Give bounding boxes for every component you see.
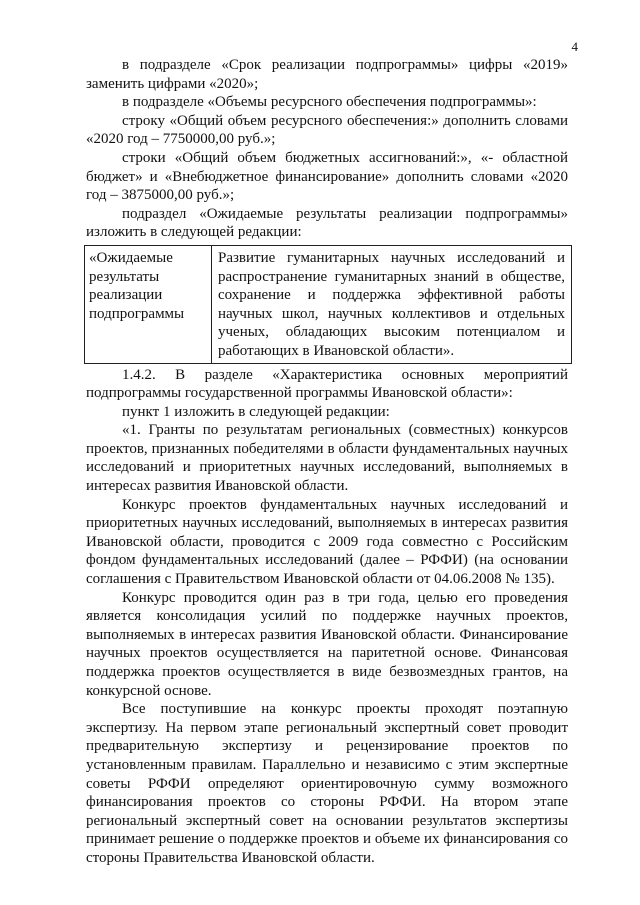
paragraph: строки «Общий объем бюджетных ассигнований:», «- областной бюджет» и «Внебюджетное финансирование» дополнить словами «2020 год – 3875000,00 руб.»; [86, 149, 568, 204]
paragraph: в подразделе «Срок реализации подпрограммы» цифры «2019» заменить цифрами «2020»; [86, 57, 568, 92]
table-cell-text: Развитие гуманитарных научных исследований и распространение гуманитарных знаний в обществе, сохранение и поддержка эффективной работы научных школ, научных коллективов и отдельных ученых, обладающих высоким потенциалом и работающих в Ивановской области». [218, 249, 565, 359]
page-number: 4 [571, 39, 578, 54]
expected-results-table [84, 245, 572, 364]
paragraph: Все поступившие на конкурс проекты проходят поэтапную экспертизу. На первом этапе региональный экспертный совет проводит предварительную экспертизу и рецензирование проектов по установленным правилам. Параллельно и независимо с этим экспертные советы РФФИ определяют ориентировочную сумму возможного финансирования проектов со стороны РФФИ. На втором этапе региональный экспертный совет на основании результатов экспертизы принимает решение о поддержке проектов и объеме их финансирования со стороны Правительства Ивановской области. [86, 701, 568, 866]
paragraph: строку «Общий объем ресурсного обеспечения:» дополнить словами «2020 год – 7750000,00 руб.»; [86, 112, 568, 148]
paragraph: 1.4.2. В разделе «Характеристика основных мероприятий подпрограммы государственной программы Ивановской области»: [86, 366, 568, 402]
document-body [86, 56, 568, 868]
table-cell-label: «Ожидаемые результаты реализации подпрограммы [85, 246, 212, 363]
paragraph: в подразделе «Объемы ресурсного обеспечения подпрограммы»: [122, 94, 537, 111]
paragraph: Конкурс проектов фундаментальных научных исследований и приоритетных научных исследований, выполняемых в интересах развития Ивановской области, проводится с 2009 года совместно с Российским фондом фундаментальных исследований (далее – РФФИ) (на основании соглашения с Правительством Ивановской области от 04.06.2008 № 135). [86, 496, 568, 588]
paragraph: «1. Гранты по результатам региональных (совместных) конкурсов проектов, признанных победителями в области фундаментальных научных исследований и приоритетных научных исследований, выполняемых в интересах развития Ивановской области. [86, 422, 568, 495]
paragraph: Конкурс проводится один раз в три года, целью его проведения является консолидация усилий по поддержке научных проектов, выполняемых в интересах развития Ивановской области. Финансирование научных проектов осуществляется на паритетной основе. Финансовая поддержка проектов осуществляется в виде безвозмездных грантов, на конкурсной основе. [86, 589, 568, 699]
paragraph: подраздел «Ожидаемые результаты реализации подпрограммы» изложить в следующей редакции: [86, 205, 568, 241]
paragraph: пункт 1 изложить в следующей редакции: [122, 403, 390, 420]
